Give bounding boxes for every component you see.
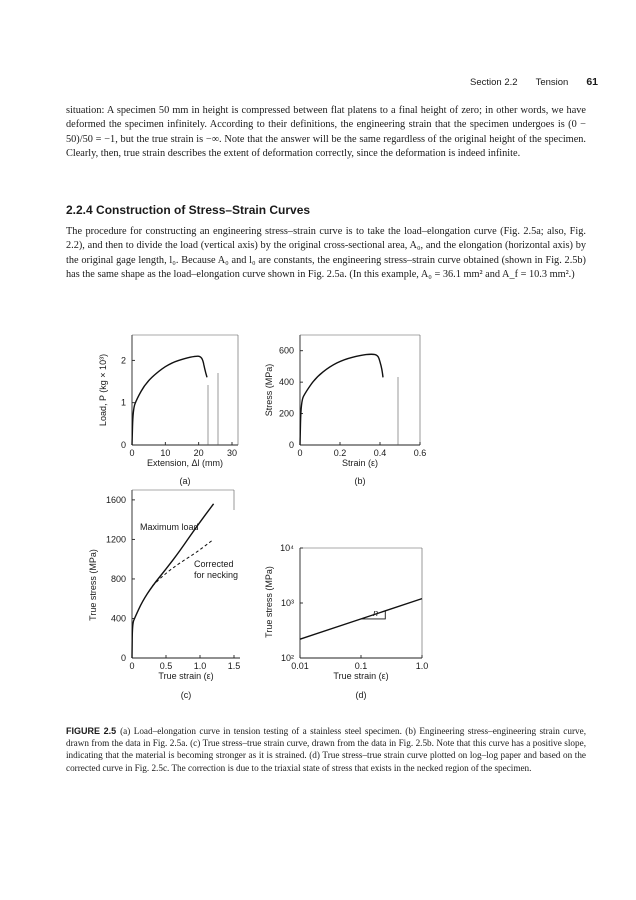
y-axis-label: True stress (MPa) <box>264 566 274 638</box>
chart-d <box>262 490 437 705</box>
x-tick-label: 10 <box>160 448 171 458</box>
x-axis-label: True strain (ε) <box>333 671 389 681</box>
panel-label-b: (b) <box>354 476 366 486</box>
figure-caption <box>66 725 586 774</box>
page-number: 61 <box>586 76 598 88</box>
y-tick-label: 200 <box>278 408 294 419</box>
x-tick-label: 0.2 <box>333 448 347 458</box>
x-tick-label: 1.0 <box>193 661 207 671</box>
x-axis-label: Extension, Δl (mm) <box>146 458 224 468</box>
y-tick-label: 400 <box>110 613 126 624</box>
x-tick-label: 20 <box>193 448 204 458</box>
section-title: Tension <box>535 77 569 88</box>
y-tick-label: 1200 <box>105 534 126 545</box>
caption-label: FIGURE 2.5 <box>66 726 117 736</box>
x-tick-label: 0 <box>297 448 303 458</box>
y-axis-label: Stress (MPa) <box>264 363 274 417</box>
x-tick-label: 30 <box>226 448 238 458</box>
x-axis-label: Strain (ε) <box>341 458 379 468</box>
section-number: Section 2.2 <box>470 77 518 88</box>
y-tick-label: 400 <box>278 377 294 388</box>
y-tick-label: 1600 <box>105 494 126 505</box>
x-tick-label: 0.01 <box>291 661 309 671</box>
y-tick-label: 2 <box>120 355 126 366</box>
x-tick-label: 0 <box>129 661 135 671</box>
chart-a <box>96 325 256 490</box>
x-tick-label: 0 <box>129 448 135 458</box>
paragraph-procedure: The procedure for constructing an engineering stress–strain curve is to take the load–elongation curve (Fig. 2.5a; also, Fig. 2.2), and then to divide the load (vertical axis) by the original cross-sectional area, A₀, and the elongation (horizontal axis) by the original gage length, l₀. Because A₀ and l₀ are constants, the engineering stress–strain curve obtained (shown in Fig. 2.5b) has the same shape as the load–elongation curve shown in Fig. 2.5a. (In this example, A₀ = 36.1 mm² and A_f = 10.3 mm².) <box>66 226 586 280</box>
y-tick-label: 10² <box>280 653 294 663</box>
panel-label-d: (d) <box>355 690 367 700</box>
x-tick-label: 0.1 <box>354 661 368 671</box>
panel-label-c: (c) <box>180 690 192 700</box>
chart-b <box>262 325 437 490</box>
page-header <box>470 76 598 88</box>
annotation-maximum-load: Maximum load <box>140 522 199 532</box>
y-tick-label: 1 <box>120 397 126 408</box>
x-tick-label: 0.6 <box>413 448 427 458</box>
x-tick-label: 0.5 <box>159 661 173 671</box>
y-tick-label: 0 <box>288 440 294 450</box>
annotation-corrected: Corrected <box>194 559 234 569</box>
y-tick-label: 10³ <box>280 598 294 608</box>
paragraph-situation: situation: A specimen 50 mm in height is compressed between flat platens to a final height of zero; in other words, we have deformed the specimen infinitely. According to their definitions, the engineering strain that the specimen undergoes is (0 − 50)/50 = −1, but the true strain is −∞. Note that the answer will be the same regardless of the original height of the specimen. Clearly, then, true strain describes the extent of deformation correctly, since the deformation is indeed infinite. <box>66 105 586 159</box>
annotation-n: n <box>373 607 379 618</box>
y-tick-label: 0 <box>120 440 126 450</box>
x-tick-label: 1.5 <box>227 661 241 671</box>
y-tick-label: 0 <box>120 653 126 663</box>
x-tick-label: 0.4 <box>373 448 387 458</box>
section-heading: 2.2.4 Construction of Stress–Strain Curves <box>66 203 311 217</box>
panel-label-a: (a) <box>179 476 191 486</box>
y-tick-label: 600 <box>278 345 294 356</box>
y-tick-label: 10⁴ <box>280 543 294 553</box>
engineering-curve <box>300 354 383 445</box>
y-axis-label: True stress (MPa) <box>88 549 98 621</box>
chart-c <box>86 490 266 705</box>
annotation-for-necking: for necking <box>194 570 239 580</box>
caption-text: (a) Load–elongation curve in tension testing of a stainless steel specimen. (b) Engineering stress–engineering strain curve, drawn from the data in Fig. 2.5a. (c) True stress–true strain curve, drawn from the data in Fig. 2.5b. Note that this curve has a positive slope, indicating that the material is becoming stronger as it is strained. (d) True stress–true strain curve plotted on log–log paper and based on the corrected curve in Fig. 2.5c. The correction is due to the triaxial state of stress that exists in the necked region of the specimen. <box>66 726 586 773</box>
y-tick-label: 800 <box>110 573 126 584</box>
load-elongation-curve <box>132 356 207 445</box>
x-axis-label: True strain (ε) <box>158 671 214 681</box>
x-tick-label: 1.0 <box>415 661 429 671</box>
y-axis-label: Load, P (kg × 10³) <box>98 353 108 427</box>
